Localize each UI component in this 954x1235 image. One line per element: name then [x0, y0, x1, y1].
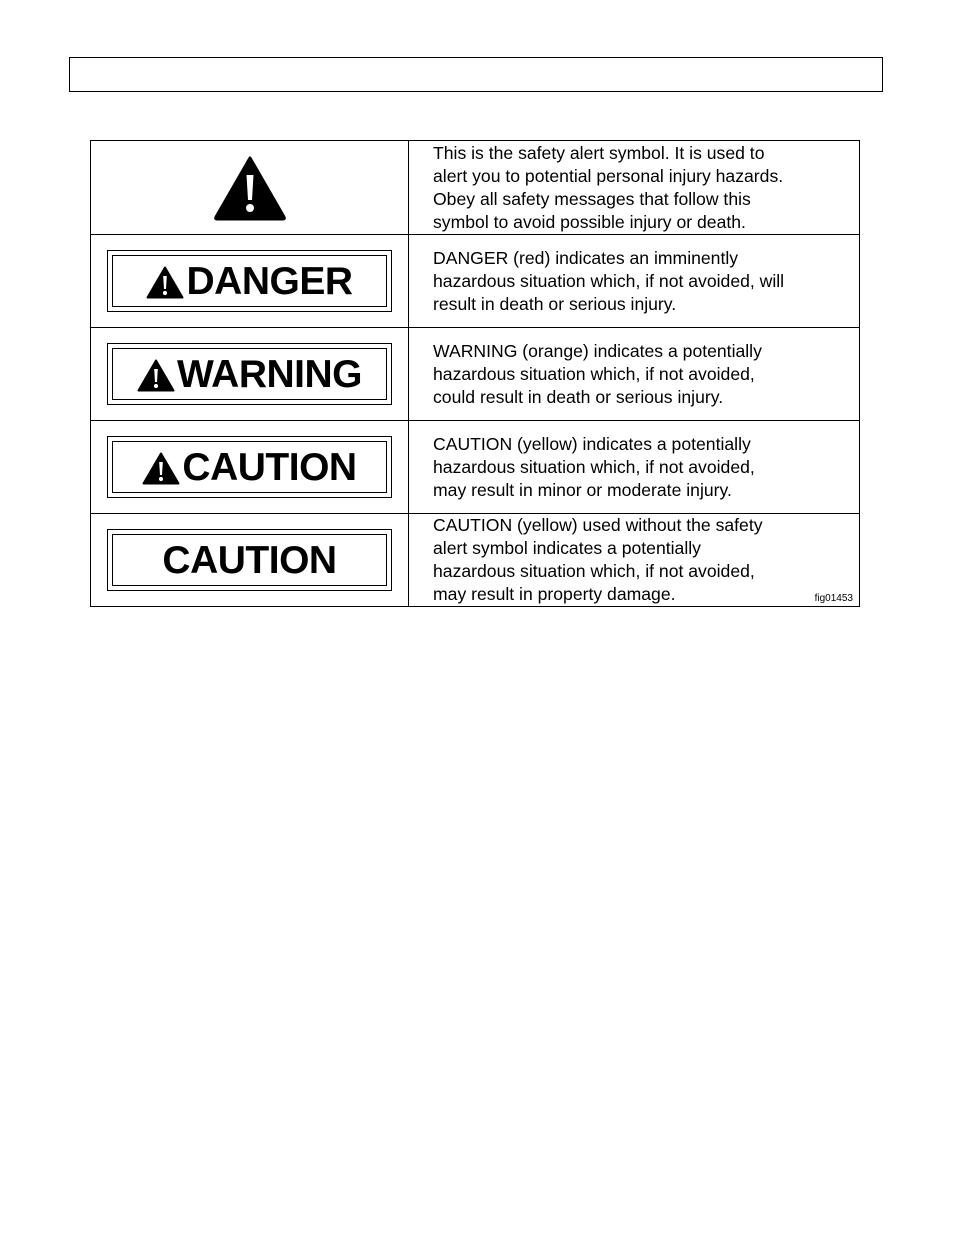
- header-box: [69, 57, 883, 92]
- sign-word: CAUTION: [182, 445, 357, 489]
- caution-sign: [107, 436, 392, 498]
- table-row: [91, 514, 860, 607]
- figure-label: fig01453: [814, 593, 853, 604]
- sign-cell: [91, 235, 409, 328]
- sign-word: WARNING: [177, 352, 362, 396]
- description-text: This is the safety alert symbol. It is used to alert you to potential personal injury hazards. Obey all safety messages that follow this symbol to avoid possible injury or death.: [433, 142, 784, 232]
- alert-triangle-icon: [137, 359, 175, 392]
- sign-cell: [91, 421, 409, 514]
- description-text: CAUTION (yellow) used without the safety alert symbol indicates a potentially hazardous situation which, if not avoided, may result in property damage.: [433, 515, 763, 604]
- danger-sign: [107, 250, 392, 312]
- description-cell: [409, 514, 860, 607]
- description-cell: [409, 235, 860, 328]
- signal-word-table: [90, 140, 860, 607]
- description-cell: [409, 421, 860, 514]
- description-cell: [409, 328, 860, 421]
- caution-sign-no-symbol: [107, 529, 392, 591]
- alert-triangle-icon: [146, 266, 184, 299]
- sign-word: CAUTION: [162, 538, 337, 582]
- sign-word: DANGER: [186, 259, 353, 303]
- table-row: [91, 421, 860, 514]
- description-text: WARNING (orange) indicates a potentially hazardous situation which, if not avoided, could result in death or serious injury.: [433, 340, 762, 407]
- alert-triangle-icon: [142, 452, 180, 485]
- table-row: [91, 235, 860, 328]
- sign-cell: [91, 328, 409, 421]
- sign-cell: [91, 514, 409, 607]
- table-row: [91, 141, 860, 235]
- description-text: CAUTION (yellow) indicates a potentially hazardous situation which, if not avoided, may result in minor or moderate injury.: [433, 433, 755, 500]
- warning-sign: [107, 343, 392, 405]
- description-text: DANGER (red) indicates an imminently hazardous situation which, if not avoided, will result in death or serious injury.: [433, 247, 785, 314]
- symbol-cell: [91, 141, 409, 235]
- safety-alert-symbol-icon: [213, 155, 287, 221]
- description-cell: [409, 141, 860, 235]
- table-row: [91, 328, 860, 421]
